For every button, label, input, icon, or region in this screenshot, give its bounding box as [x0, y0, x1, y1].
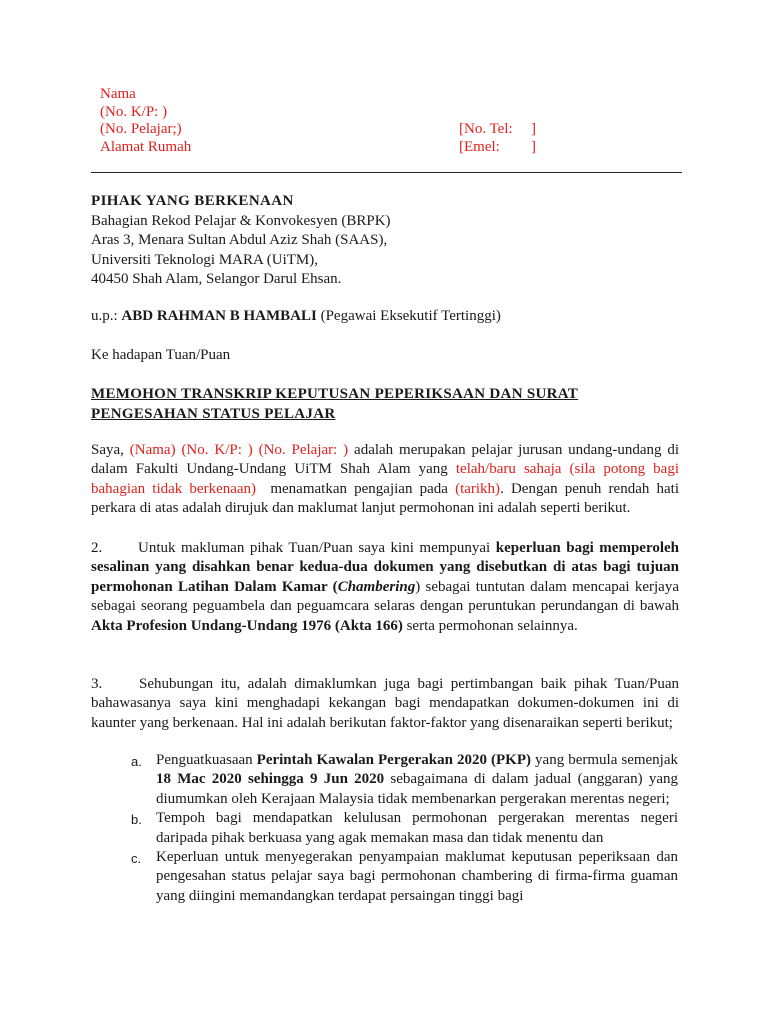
- list-item: [131, 809, 678, 848]
- list-marker: c.: [131, 851, 142, 867]
- paragraph-2: [91, 539, 679, 636]
- recipient-line: 40450 Shah Alam, Selangor Darul Ehsan.: [91, 271, 342, 287]
- attention-name: ABD RAHMAN B HAMBALI: [121, 308, 317, 324]
- attention-title: (Pegawai Eksekutif Tertinggi): [320, 308, 501, 324]
- recipient-line: Universiti Teknologi MARA (UiTM),: [91, 251, 318, 268]
- list-text: sebagaimana di dalam jadual (anggaran) yang diumumkan oleh Kerajaan Malaysia tidak membenarkan pergerakan merentas negeri;: [156, 771, 679, 807]
- para2-bold-text: Akta Profesion Undang-Undang 1976 (Akta 166): [91, 617, 403, 634]
- list-bold-text: Perintah Kawalan Pergerakan 2020 (PKP): [256, 752, 532, 768]
- para1-placeholder-identity: (Nama) (No. K/P: ) (No. Pelajar: ): [129, 442, 349, 458]
- email-label: [Emel:: [459, 138, 500, 155]
- para2-text: ) sebagai tuntutan dalam mencapai kerjaya sebagai seorang peguambela dan peguamcara selaras dengan peruntukan perundangan di bawah: [91, 578, 679, 615]
- phone-close-bracket: ]: [531, 121, 536, 137]
- para1-text: adalah merupakan pelajar jurusan undang-undang di dalam Fakulti Undang-Undang UiTM Shah Alam yang: [91, 442, 680, 478]
- header-divider: [91, 172, 682, 173]
- para1-placeholder-status: telah/baru sahaja (sila potong bagi bahagian tidak berkenaan): [91, 461, 679, 497]
- sender-name: Nama: [100, 86, 136, 102]
- para2-text: Untuk makluman pihak Tuan/Puan saya kini mempunyai: [138, 540, 491, 556]
- list-text: Penguatkuasaan: [156, 752, 253, 768]
- list-item: [131, 848, 678, 906]
- para2-bold-text: keperluan bagi memperoleh sesalinan yang disahkan benar kedua-dua dokumen yang disebutkan di atas bagi tujuan permohonan Latihan Dalam Kamar (: [91, 540, 679, 595]
- paragraph-3: [91, 675, 679, 733]
- list-item-text: Tempoh bagi mendapatkan kelulusan permohonan pergerakan merentas negeri daripada pihak berkuasa yang agak memakan masa dan tidak menentu dan: [156, 810, 678, 846]
- recipient-line: Aras 3, Menara Sultan Abdul Aziz Shah (SAAS),: [91, 232, 388, 248]
- phone-label: [No. Tel:: [459, 121, 513, 137]
- attention-line: [91, 307, 679, 326]
- para1-text: menamatkan pengajian pada: [270, 480, 448, 497]
- sender-contact-block: [459, 121, 536, 156]
- recipient-heading: PIHAK YANG BERKENAAN: [91, 193, 294, 209]
- email-close-bracket: ]: [531, 138, 536, 155]
- list-bold-text: 18 Mac 2020 sehingga 9 Jun 2020: [156, 771, 385, 788]
- para2-bold-italic-text: Chambering: [337, 578, 416, 595]
- sender-address: Alamat Rumah: [100, 138, 192, 155]
- paragraph-number: 3.: [91, 676, 103, 692]
- subject-line: MEMOHON TRANSKRIP KEPUTUSAN PEPERIKSAAN DAN SURAT: [91, 386, 579, 402]
- factor-list: [131, 751, 678, 906]
- list-item: [131, 751, 678, 809]
- subject-line: PENGESAHAN STATUS PELAJAR: [91, 406, 336, 422]
- para1-text: Saya,: [91, 442, 124, 458]
- list-item-text: [156, 751, 678, 809]
- para3-text: Sehubungan itu, adalah dimaklumkan juga bagi pertimbangan baik pihak Tuan/Puan bahawasanya saya kini menghadapi kekangan bagi mendapatkan dokumen-dokumen ini di kaunter yang berkenaan. Hal ini adalah berikutan faktor-faktor yang disenaraikan seperti berikut;: [91, 676, 679, 731]
- sender-ic-number: (No. K/P: ): [100, 103, 168, 120]
- para1-placeholder-date: (tarikh): [455, 480, 501, 497]
- recipient-block: [91, 192, 679, 290]
- salutation: Ke hadapan Tuan/Puan: [91, 347, 231, 363]
- paragraph-number: 2.: [91, 540, 103, 556]
- list-text: yang bermula semenjak: [535, 752, 679, 768]
- paragraph-1: [91, 441, 679, 519]
- sender-email: [459, 139, 536, 157]
- recipient-line: Bahagian Rekod Pelajar & Konvokesyen (BRPK): [91, 212, 391, 229]
- list-marker: a.: [131, 754, 142, 769]
- sender-phone: [459, 121, 536, 139]
- para1-text: . Dengan penuh rendah hati perkara di atas adalah dirujuk dan maklumat lanjut permohonan ini adalah seperti berikut.: [91, 480, 680, 517]
- attention-prefix: u.p.:: [91, 308, 118, 324]
- sender-student-number: (No. Pelajar;): [100, 121, 182, 137]
- letter-subject: [91, 384, 679, 424]
- para2-text: serta permohonan selainnya.: [406, 617, 578, 634]
- list-item-text: Keperluan untuk menyegerakan penyampaian maklumat keputusan peperiksaan dan pengesahan status pelajar saya bagi permohonan chambering di firma-firma guaman yang diingini memandangkan terdapat persaingan tinggi bagi: [156, 849, 678, 904]
- list-marker: b.: [131, 812, 142, 828]
